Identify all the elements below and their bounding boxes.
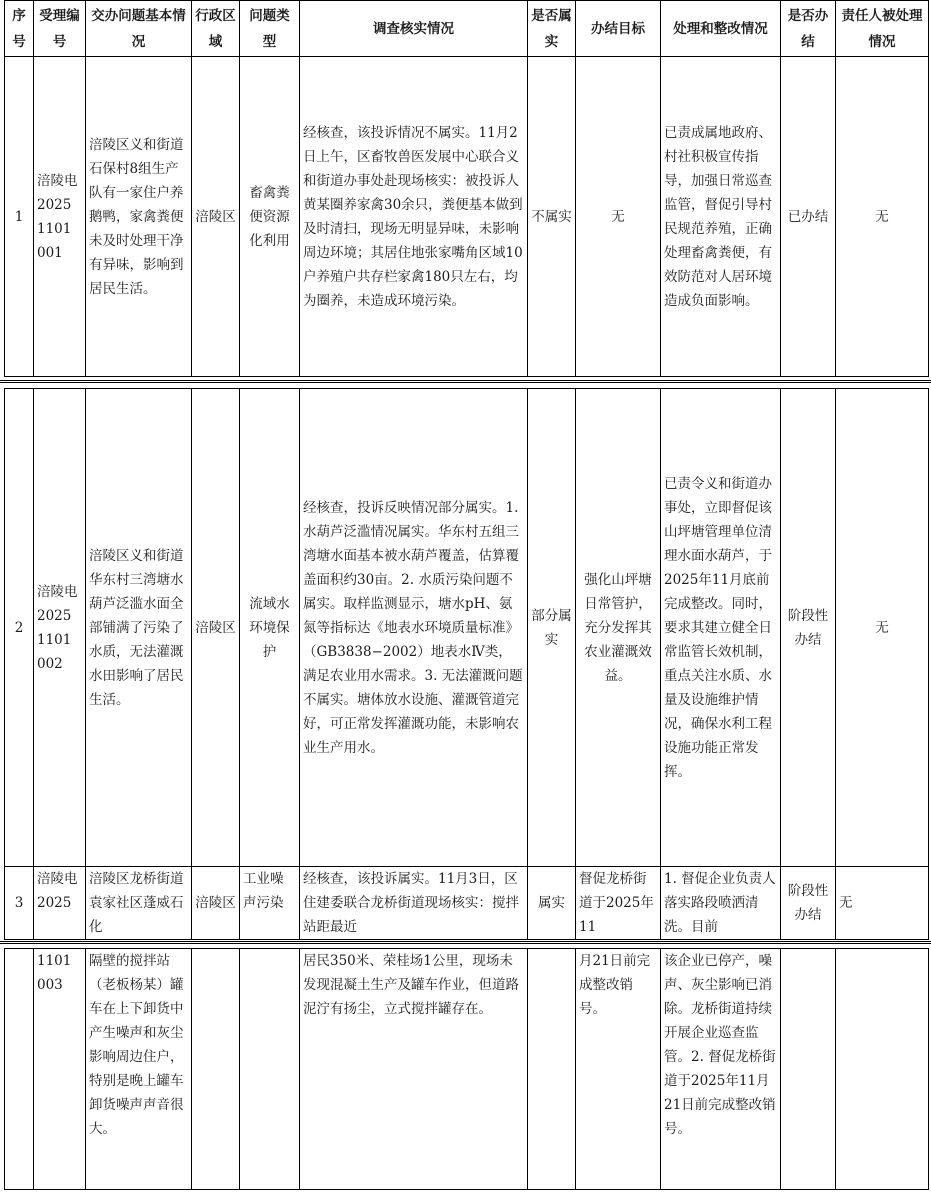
row3-type: 工业噪声污染	[240, 867, 300, 940]
row3-id-part-a: 涪陵电2025	[34, 867, 86, 940]
row1-no: 1	[5, 57, 34, 377]
table-row-continued	[5, 949, 929, 1190]
row2-handling: 已责令义和街道办事处，立即督促该山坪塘管理单位清理水面水葫芦，于2025年11月底前完成整改。同时，要求其建立健全日常监管长效机制，重点关注水质、水量及设施维护情况，确保水利工程设施功能正常发挥。	[661, 389, 781, 867]
row1-investigation: 经核查，该投诉情况不属实。11月2日上午，区畜牧兽医发展中心联合义和街道办事处赴现场核实：被投诉人黄某圈养家禽30余只，粪便基本做到及时清扫，现场无明显异味，未影响周边环境；其居住地张家嘴角区域10户养殖户共存栏家禽180只左右，均为圈养，未造成环境污染。	[300, 57, 528, 377]
row2-goal: 强化山坪塘日常管护，充分发挥其农业灌溉效益。	[576, 389, 661, 867]
row3-no: 3	[5, 867, 34, 940]
row3-handling-part-b: 该企业已停产，噪声、灰尘影响已消除。龙桥街道持续开展企业巡查监管。2. 督促龙桥街道于2025年11月21日前完成整改销号。	[661, 949, 781, 1190]
row2-punish: 无	[836, 389, 929, 867]
page-break-rule	[0, 941, 931, 944]
row1-true: 不属实	[528, 57, 576, 377]
row3-closed: 阶段性办结	[781, 867, 836, 940]
header-closed: 是否办结	[781, 1, 836, 57]
row3-punish-continued	[836, 949, 929, 1190]
row3-id-part-b: 1101 003	[34, 949, 86, 1190]
row3-handling-part-a: 1. 督促企业负责人落实路段喷洒清洗。目前	[661, 867, 781, 940]
row1-closed: 已办结	[781, 57, 836, 377]
header-problem: 交办问题基本情况	[86, 1, 192, 57]
page-break-rule	[0, 380, 931, 383]
row2-investigation: 经核查，投诉反映情况部分属实。1. 水葫芦泛滥情况属实。华东村五组三湾塘水面基本被水葫芦覆盖，估算覆盖面积约30亩。2. 水质污染问题不属实。取样监测显示，塘水pH、氨氮等指标达《地表水环境质量标准》（GB3838−2002）地表水Ⅳ类，满足农业用水需求。3. 无法灌溉问题不属实。塘体放水设施、灌溉管道完好，可正常发挥灌溉功能，未影响农业生产用水。	[300, 389, 528, 867]
header-goal: 办结目标	[576, 1, 661, 57]
row1-punish: 无	[836, 57, 929, 377]
row3-problem-part-a: 涪陵区龙桥街道袁家社区蓬威石化	[86, 867, 192, 940]
row3-goal-part-b: 月21日前完成整改销号。	[576, 949, 661, 1190]
table-row	[5, 57, 929, 377]
header-type: 问题类型	[240, 1, 300, 57]
table-part-1	[4, 0, 929, 377]
row3-type-continued	[240, 949, 300, 1190]
header-handling: 处理和整改情况	[661, 1, 781, 57]
table-part-3	[4, 948, 929, 1190]
row3-no-continued	[5, 949, 34, 1190]
row2-no: 2	[5, 389, 34, 867]
row3-true-continued	[528, 949, 576, 1190]
row1-problem: 涪陵区义和街道石保村8组生产队有一家住户养鹅鸭，家禽粪便未及时处理干净有异味，影响到居民生活。	[86, 57, 192, 377]
row2-type: 流域水环境保护	[240, 389, 300, 867]
header-row	[5, 1, 929, 57]
header-region: 行政区域	[192, 1, 240, 57]
row3-investigation-part-a: 经核查，该投诉属实。11月3日，区住建委联合龙桥街道现场核实：搅拌站距最近	[300, 867, 528, 940]
table-part-2	[4, 388, 929, 940]
row3-true: 属实	[528, 867, 576, 940]
row1-handling: 已责成属地政府、村社积极宣传指导，加强日常巡查监管，督促引导村民规范养殖，正确处理畜禽粪便，有效防范对人居环境造成负面影响。	[661, 57, 781, 377]
row2-true: 部分属实	[528, 389, 576, 867]
table-row	[5, 867, 929, 940]
table-row	[5, 389, 929, 867]
row3-problem-part-b: 隔壁的搅拌站（老板杨某）罐车在上下卸货中产生噪声和灰尘影响周边住户，特别是晚上罐车卸货噪声声音很大。	[86, 949, 192, 1190]
row1-region: 涪陵区	[192, 57, 240, 377]
row3-region-continued	[192, 949, 240, 1190]
header-investigation: 调查核实情况	[300, 1, 528, 57]
row1-type: 畜禽粪便资源化利用	[240, 57, 300, 377]
row3-goal-part-a: 督促龙桥街道于2025年11	[576, 867, 661, 940]
row1-id: 涪陵电2025 1101 001	[34, 57, 86, 377]
row2-id: 涪陵电2025 1101 002	[34, 389, 86, 867]
row2-closed: 阶段性办结	[781, 389, 836, 867]
row2-problem: 涪陵区义和街道华东村三湾塘水葫芦泛滥水面全部铺满了污染了水质，无法灌溉水田影响了居民生活。	[86, 389, 192, 867]
row3-region: 涪陵区	[192, 867, 240, 940]
header-punish: 责任人被处理情况	[836, 1, 929, 57]
row3-punish: 无	[836, 867, 929, 940]
row2-region: 涪陵区	[192, 389, 240, 867]
row1-goal: 无	[576, 57, 661, 377]
header-id: 受理编号	[34, 1, 86, 57]
row3-investigation-part-b: 居民350米、荣桂场1公里，现场未发现混凝土生产及罐车作业，但道路泥泞有扬尘，立式搅拌罐存在。	[300, 949, 528, 1190]
header-true: 是否属实	[528, 1, 576, 57]
header-no: 序号	[5, 1, 34, 57]
row3-closed-continued	[781, 949, 836, 1190]
